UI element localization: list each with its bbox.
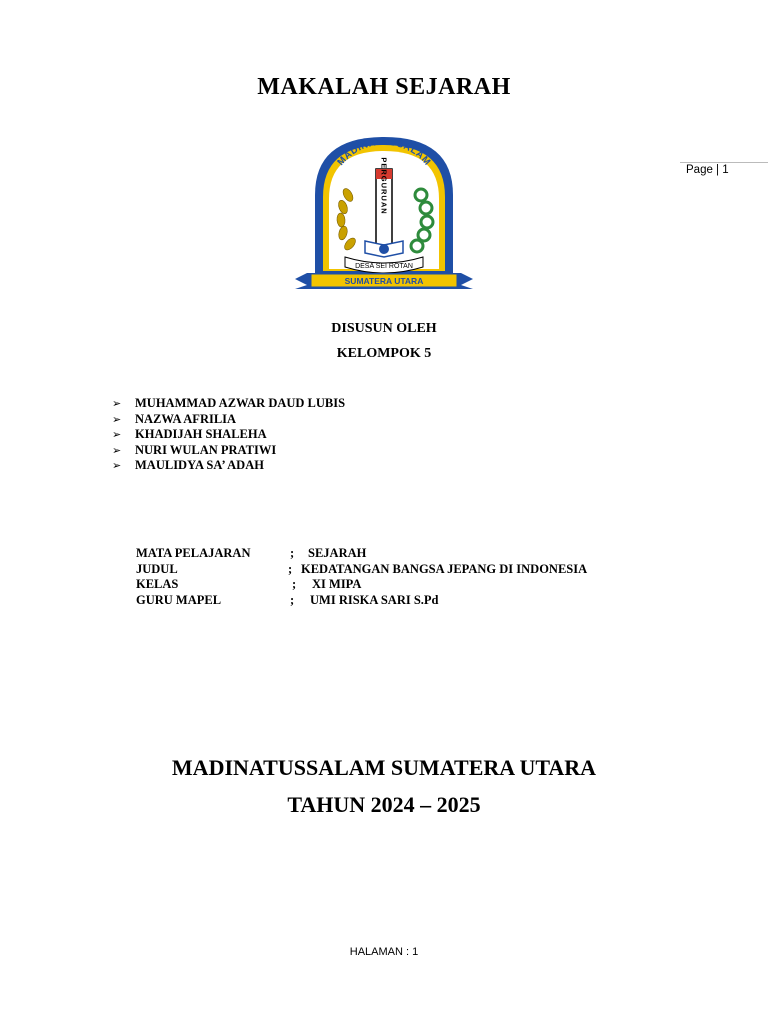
logo-pillar-text: PERGURUAN <box>379 157 389 215</box>
disusun-oleh-heading: DISUSUN OLEH <box>331 321 437 336</box>
list-item <box>112 396 345 412</box>
info-label: KELAS <box>136 577 179 591</box>
list-item <box>112 412 345 428</box>
member-name: MUHAMMAD AZWAR DAUD LUBIS <box>135 396 346 410</box>
header-rule <box>680 162 768 163</box>
bullet-arrow-icon: ➢ <box>112 428 122 441</box>
info-separator: ; <box>290 546 295 560</box>
page-number-header: Page | 1 <box>686 164 729 176</box>
document-title: MAKALAH SEJARAH <box>257 74 511 100</box>
logo-band-text: DESA SEI ROTAN <box>355 263 413 270</box>
member-name: MAULIDYA SA’ ADAH <box>135 458 264 472</box>
member-name: NURI WULAN PRATIWI <box>135 442 277 457</box>
kelompok-heading: KELOMPOK 5 <box>336 346 432 361</box>
logo-arc-text: MADINATUSSALAM <box>335 136 433 168</box>
list-item <box>112 443 345 459</box>
logo-banner-text: SUMATERA UTARA <box>344 276 424 286</box>
info-value: XI MIPA <box>312 577 362 591</box>
bullet-arrow-icon: ➢ <box>112 397 122 410</box>
info-value: UMI RISKA SARI S.Pd <box>310 592 439 607</box>
member-name: KHADIJAH SHALEHA <box>135 427 267 441</box>
school-name: MADINATUSSALAM SUMATERA UTARA <box>171 755 597 780</box>
bullet-arrow-icon: ➢ <box>112 412 122 426</box>
bullet-arrow-icon: ➢ <box>112 443 122 457</box>
info-label: MATA PELAJARAN <box>136 546 251 560</box>
bullet-arrow-icon: ➢ <box>112 459 122 472</box>
academic-year: TAHUN 2024 – 2025 <box>287 792 481 817</box>
info-value: SEJARAH <box>308 546 367 560</box>
list-item <box>112 427 345 443</box>
list-item <box>112 458 345 474</box>
info-label: GURU MAPEL <box>136 592 222 607</box>
info-separator: ; <box>288 561 293 576</box>
info-value: KEDATANGAN BANGSA JEPANG DI INDONESIA <box>301 561 588 576</box>
info-label: JUDUL <box>136 561 178 576</box>
page-footer: HALAMAN : 1 <box>349 946 419 958</box>
member-list <box>112 396 345 474</box>
school-logo <box>293 133 475 293</box>
info-separator: ; <box>292 577 297 591</box>
member-name: NAZWA AFRILIA <box>135 411 237 426</box>
info-separator: ; <box>290 592 295 607</box>
